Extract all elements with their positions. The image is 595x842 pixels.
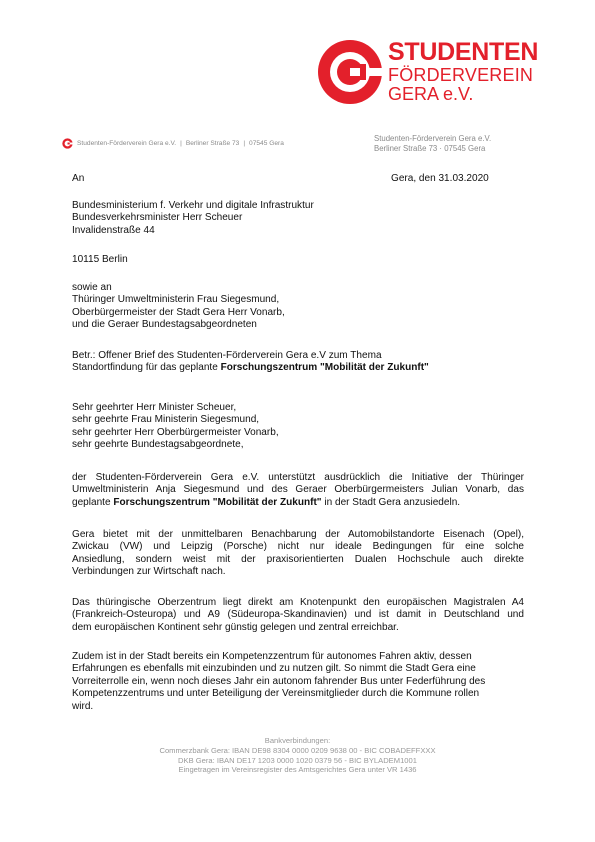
sender-name: Studenten-Förderverein Gera e.V. <box>77 140 177 147</box>
recipient-line: Bundesministerium f. Verkehr und digitale Infrastruktur <box>72 200 314 211</box>
paragraph-4: Zudem ist in der Stadt bereits ein Kompetenzzentrum für autonomes Fahren aktiv, dessen Erfahrungen es ebenfalls mit einzubinden und zu nutzen gilt. So nimmt die Stadt Gera eine Vorreiterrolle ein, wenn noch dieses Jahr ein autonom fahrender Bus unter Federführung des Kompetenzzentrums und unter Beteiligung der Vereinsmitglieder durch die Kommune rollen wird. <box>72 651 486 712</box>
mini-logo-icon <box>62 138 73 149</box>
logo-wordmark <box>388 40 538 103</box>
separator: | <box>243 140 246 147</box>
footer-bank-2: DKB Gera: IBAN DE17 1203 0000 1020 0379 56 - BIC BYLADEM1001 <box>178 755 417 765</box>
logo-line-3: GERA e.V. <box>388 84 474 104</box>
recipient-line: Bundesverkehrsminister Herr Scheuer <box>72 212 243 224</box>
subject-line-2: Standortfindung für das geplante Forschungszentrum "Mobilität der Zukunft" <box>72 362 429 374</box>
logo-line-2: FÖRDERVEREIN <box>388 65 534 85</box>
place-date: Gera, den 31.03.2020 <box>391 173 489 184</box>
recipient-postal: 10115 Berlin <box>72 254 128 265</box>
sender-street: Berliner Straße 73 <box>185 140 240 147</box>
footer-register: Eingetragen im Vereinsregister des Amtsgerichtes Gera unter VR 1436 <box>178 765 417 775</box>
subject-block <box>72 350 429 375</box>
paragraph-3: Das thüringische Oberzentrum liegt direkt am Knotenpunkt den europäischen Magistralen A4 (Frankreich-Osteuropa) und A9 (Südeuropa-Skandinavien) und ist damit in Deutschland und dem europäischen Kontinent sehr günstig gelegen und zentral erreichbar. <box>72 597 524 633</box>
sender-address-block <box>374 134 491 154</box>
salutation-line: sehr geehrte Bundestagsabgeordnete, <box>72 439 244 451</box>
paragraph-2: Gera bietet mit der unmittelbaren Benachbarung der Automobilstandorte Eisenach (Opel), Zwickau (VW) und Leipzig (Porsche) nicht nur ideale Bedingungen für eine solche Ansiedlung, sondern weist mit der praxisorientierten Dualen Hochschule auch direkte Verbindungen zur Wirtschaft nach. <box>72 529 524 578</box>
separator: | <box>180 140 182 147</box>
sender-return-line <box>62 138 284 149</box>
footer-title: Bankverbindungen: <box>264 736 331 745</box>
logo-mark <box>316 38 384 106</box>
recipient-line: Invalidenstraße 44 <box>72 224 155 236</box>
salutation-block <box>72 402 279 452</box>
cc-line: Oberbürgermeister der Stadt Gera Herr Vonarb, <box>72 306 285 318</box>
subject-highlight: Forschungszentrum "Mobilität der Zukunft" <box>220 362 429 374</box>
sender-block-line-1: Studenten-Förderverein Gera e.V. <box>374 134 492 143</box>
address-label: An <box>72 173 85 184</box>
recipient-block <box>72 200 314 237</box>
sender-block-line-2: Berliner Straße 73 · 07545 Gera <box>374 144 486 153</box>
footer-bank-details <box>0 736 595 775</box>
subject-line-1: Betr.: Offener Brief des Studenten-Förderverein Gera e.V zum Thema <box>72 350 382 361</box>
salutation-line: Sehr geehrter Herr Minister Scheuer, <box>72 402 237 413</box>
sender-city: 07545 Gera <box>249 140 284 147</box>
paragraph-highlight: Forschungszentrum "Mobilität der Zukunft" <box>113 496 322 508</box>
cc-line: und die Geraer Bundestagsabgeordneten <box>72 319 257 331</box>
paragraph-1: der Studenten-Förderverein Gera e.V. unterstützt ausdrücklich die Initiative der Thüringer Umweltministerin Anja Siegesmund und des Geraer Oberbürgermeisters Julian Vonarb, das geplante Forschungszentrum "Mobilität der Zukunft" in der Stadt Gera anzusiedeln. <box>72 472 524 508</box>
salutation-line: sehr geehrte Frau Ministerin Siegesmund, <box>72 414 260 426</box>
cc-line: Thüringer Umweltministerin Frau Siegesmund, <box>72 294 280 306</box>
salutation-line: sehr geehrter Herr Oberbürgermeister Vonarb, <box>72 426 279 438</box>
logo-line-1: STUDENTEN <box>388 38 539 66</box>
cc-block <box>72 282 285 332</box>
cc-line: sowie an <box>72 282 112 293</box>
footer-bank-1: Commerzbank Gera: IBAN DE98 8304 0000 0209 9638 00 - BIC COBADEFFXXX <box>159 745 436 755</box>
